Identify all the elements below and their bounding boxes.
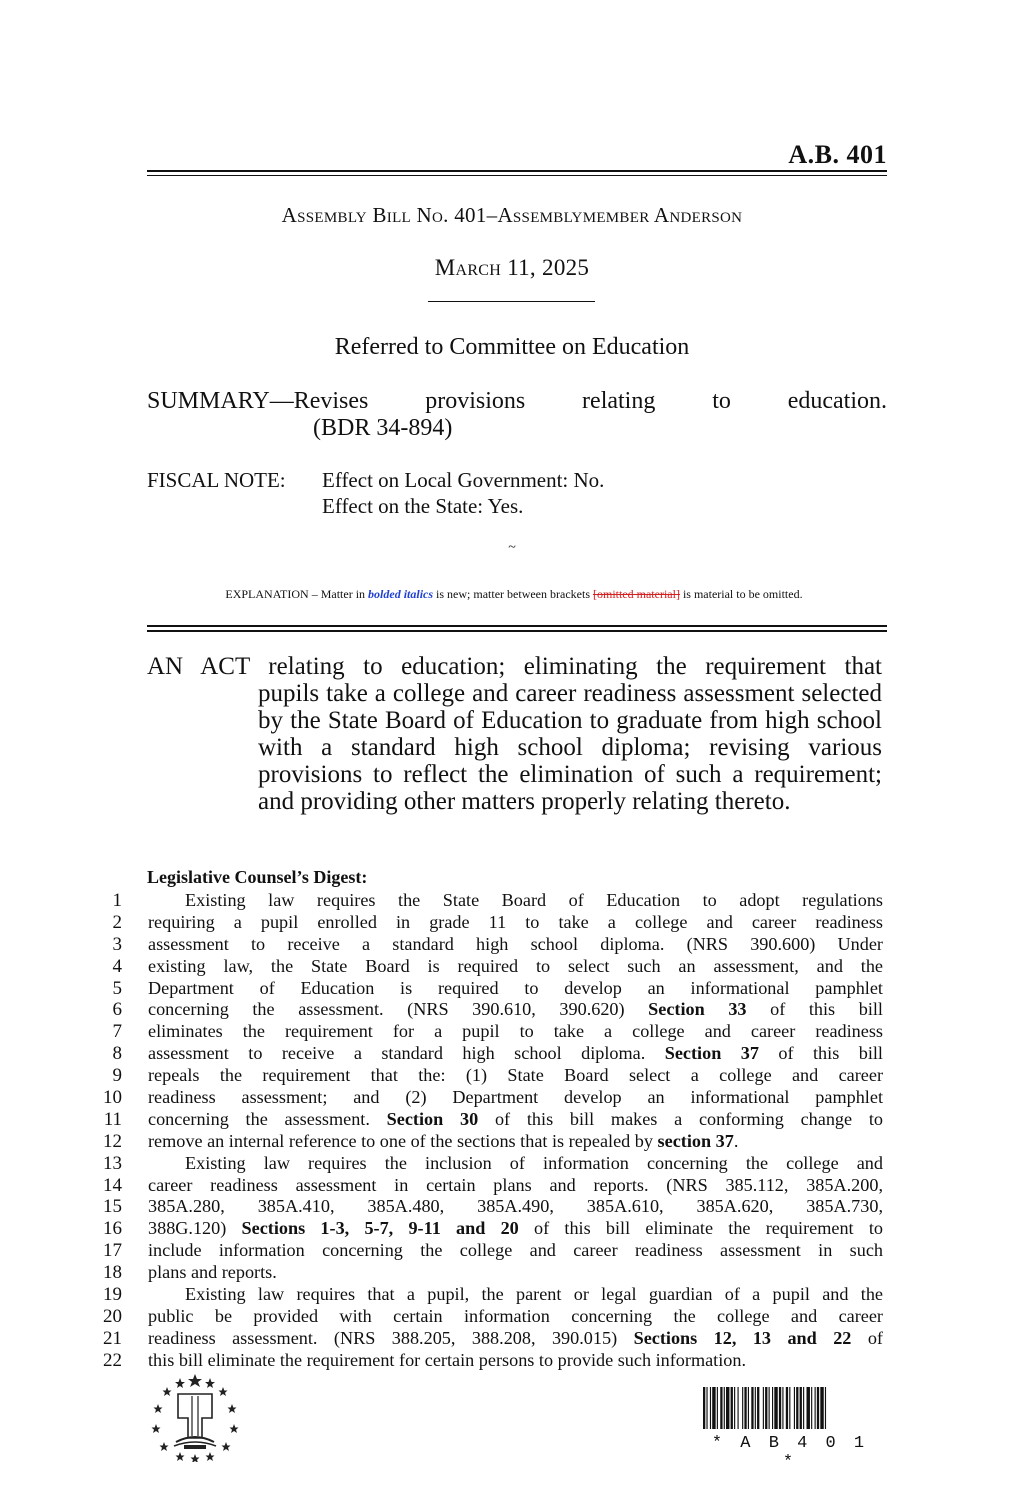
line-number: 19 — [103, 1284, 122, 1306]
bill-title: Assembly Bill No. 401–Assemblymember Anderson — [281, 203, 743, 227]
digest-line-text: this bill eliminate the requirement for certain persons to provide such information. — [148, 1349, 747, 1370]
barcode-bar — [786, 1387, 788, 1429]
digest-line-text: eliminates the requirement for a pupil to take a college and career readiness — [148, 1021, 883, 1042]
act-first-line: AN ACT relating to education; eliminating the requirement that — [147, 653, 882, 680]
digest-line-text: Department of Education is required to develop an informational pamphlet — [148, 977, 883, 998]
digest-heading: Legislative Counsel’s Digest: — [147, 867, 368, 887]
explanation-new-term: bolded italics — [368, 587, 434, 601]
summary-bdr: (BDR 34-894) — [313, 415, 453, 441]
line-number: 6 — [112, 999, 122, 1021]
summary-word: provisions — [425, 388, 526, 414]
explanation-rule-bottom — [147, 630, 887, 632]
barcode-bar — [774, 1387, 777, 1429]
line-number: 11 — [103, 1108, 122, 1130]
line-number: 17 — [103, 1240, 122, 1262]
digest-line — [96, 1262, 886, 1284]
act-title — [147, 653, 882, 815]
digest-line-text: remove an internal reference to one of the sections that is repealed by section 37. — [148, 1130, 739, 1151]
digest-line-text: concerning the assessment. Section 30 of this bill makes a conforming change to — [148, 1108, 883, 1129]
line-number: 3 — [112, 933, 122, 955]
summary-word: SUMMARY—Revises — [147, 388, 369, 414]
barcode-bar — [748, 1387, 749, 1429]
line-number: 22 — [103, 1349, 122, 1371]
digest-line-text: readiness assessment. (NRS 388.205, 388.208, 390.015) Sections 12, 13 and 22 of — [148, 1327, 883, 1348]
barcode-bar — [738, 1387, 739, 1429]
digest-line — [96, 1065, 886, 1087]
barcode-bar — [811, 1387, 812, 1429]
barcode-bar — [817, 1387, 819, 1429]
digest-line — [96, 956, 886, 978]
fiscal-local: Effect on Local Government: No. — [322, 468, 605, 492]
digest-line-text: Existing law requires that a pupil, the parent or legal guardian of a pupil and the — [185, 1284, 883, 1305]
line-number: 18 — [103, 1262, 122, 1284]
barcode-bar — [710, 1387, 711, 1429]
line-number: 8 — [112, 1043, 122, 1065]
digest-line — [96, 1240, 886, 1262]
digest-line-text: existing law, the State Board is required to select such an assessment, and the — [148, 955, 883, 976]
digest-line-text: Existing law requires the inclusion of information concerning the college and — [185, 1152, 883, 1173]
barcode-bar — [703, 1387, 705, 1429]
barcode-bar — [751, 1387, 753, 1429]
digest-line — [96, 934, 886, 956]
line-number: 7 — [112, 1021, 122, 1043]
digest-line — [96, 999, 886, 1021]
digest-line — [96, 1175, 886, 1197]
fiscal-state: Effect on the State: Yes. — [322, 494, 524, 518]
bill-number: A.B. 401 — [788, 140, 887, 169]
digest-line-text: include information concerning the college and career readiness assessment in such — [148, 1240, 883, 1261]
bill-date: March 11, 2025 — [434, 255, 590, 280]
digest-line — [96, 1328, 886, 1350]
barcode-bar — [769, 1387, 770, 1429]
digest-line-text: assessment to receive a standard high school diploma. Section 37 of this bill — [148, 1043, 883, 1064]
barcode-bar — [772, 1387, 773, 1429]
line-number: 9 — [112, 1065, 122, 1087]
digest-line — [96, 1087, 886, 1109]
barcode-bar — [803, 1387, 804, 1429]
line-number: 5 — [112, 977, 122, 999]
barcode-bar — [763, 1387, 764, 1429]
barcode-bar — [820, 1387, 823, 1429]
digest-line-text: repeals the requirement that the: (1) State Board select a college and career — [148, 1065, 883, 1086]
barcode-bar — [765, 1387, 767, 1429]
barcode-bar — [800, 1387, 802, 1429]
barcode-bar — [779, 1387, 781, 1429]
line-number: 16 — [103, 1218, 122, 1240]
summary-word: education. — [787, 388, 887, 414]
digest-line-text: Existing law requires the State Board of Education to adopt regulations — [185, 890, 883, 910]
digest-line-text: concerning the assessment. (NRS 390.610, 390.620) Section 33 of this bill — [148, 999, 883, 1020]
line-number: 12 — [103, 1130, 122, 1152]
digest-body — [96, 890, 886, 1372]
header-rule-top — [147, 170, 887, 172]
digest-line — [96, 1109, 886, 1131]
date-underline — [428, 301, 595, 302]
line-number: 4 — [112, 955, 122, 977]
barcode-bar — [731, 1387, 733, 1429]
barcode-bar — [724, 1387, 725, 1429]
line-number: 21 — [103, 1327, 122, 1349]
barcode-bar — [712, 1387, 715, 1429]
barcode-bar — [757, 1387, 759, 1429]
digest-line-text: 388G.120) Sections 1-3, 5-7, 9-11 and 20 of this bill eliminate the requirement to — [148, 1218, 883, 1239]
digest-line-text: plans and reports. — [148, 1262, 277, 1283]
digest-line — [96, 1153, 886, 1175]
line-number: 15 — [103, 1196, 122, 1218]
barcode-bar — [755, 1387, 756, 1429]
digest-line — [96, 1043, 886, 1065]
digest-line — [96, 1306, 886, 1328]
summary-word: relating — [582, 388, 656, 414]
digest-line — [96, 912, 886, 934]
digest-line-text: assessment to receive a standard high school diploma. (NRS 390.600) Under — [148, 933, 883, 954]
barcode-bar — [726, 1387, 729, 1429]
committee-referral: Referred to Committee on Education — [334, 334, 690, 360]
explanation-omitted-term: [omitted material] — [592, 587, 680, 601]
digest-line-text: requiring a pupil enrolled in grade 11 to take a college and career readiness — [148, 911, 883, 932]
state-seal-icon — [150, 1372, 240, 1462]
barcode-text: * A B 4 0 1 * — [711, 1434, 869, 1472]
summary-word: to — [712, 388, 731, 414]
digest-line — [96, 890, 886, 912]
line-number: 10 — [103, 1087, 122, 1109]
fiscal-note — [147, 467, 604, 519]
barcode-bar — [807, 1387, 810, 1429]
line-number: 1 — [112, 890, 122, 911]
barcode-bar — [734, 1387, 735, 1429]
header-rule-bottom — [147, 175, 887, 176]
barcode-bar — [815, 1387, 816, 1429]
barcode-bar — [796, 1387, 798, 1429]
explanation: EXPLANATION – Matter in bolded italics is new; matter between brackets [omitted material] is material to be omitted. — [225, 587, 803, 601]
summary — [147, 388, 887, 442]
barcode-bar — [717, 1387, 718, 1429]
line-number: 13 — [103, 1152, 122, 1174]
barcode-bar — [825, 1387, 826, 1429]
barcode-bar — [742, 1387, 743, 1429]
digest-line — [96, 1350, 886, 1372]
digest-line — [96, 1021, 886, 1043]
barcode-icon — [703, 1387, 877, 1429]
digest-line-text: readiness assessment; and (2) Department develop an informational pamphlet — [148, 1087, 883, 1108]
barcode-bar — [789, 1387, 790, 1429]
tilde-mark: ~ — [508, 540, 516, 555]
digest-line-text: career readiness assessment in certain plans and reports. (NRS 385.112, 385A.200, — [148, 1174, 883, 1195]
digest-line-text: 385A.280, 385A.410, 385A.480, 385A.490, 385A.610, 385A.620, 385A.730, — [148, 1196, 883, 1217]
line-number: 2 — [112, 911, 122, 933]
barcode-bar — [794, 1387, 795, 1429]
digest-line — [96, 1196, 886, 1218]
barcode-bar — [744, 1387, 746, 1429]
barcode-bar — [782, 1387, 783, 1429]
explanation-rule-top — [147, 625, 887, 627]
digest-line — [96, 1284, 886, 1306]
act-continuation: pupils take a college and career readiness assessment selected by the State Board of Education to graduate from high school with a standard high school diploma; revising various provisions to reflect the elimination of such a requirement; and providing other matters properly relating thereto. — [258, 680, 882, 815]
fiscal-note-label: FISCAL NOTE: — [147, 468, 286, 492]
digest-line — [96, 1131, 886, 1153]
digest-line — [96, 978, 886, 1000]
barcode-bar — [720, 1387, 722, 1429]
digest-line — [96, 1218, 886, 1240]
line-number: 20 — [103, 1305, 122, 1327]
line-number: 14 — [103, 1174, 122, 1196]
digest-line-text: public be provided with certain information concerning the college and career — [148, 1305, 883, 1326]
barcode-bar — [706, 1387, 707, 1429]
